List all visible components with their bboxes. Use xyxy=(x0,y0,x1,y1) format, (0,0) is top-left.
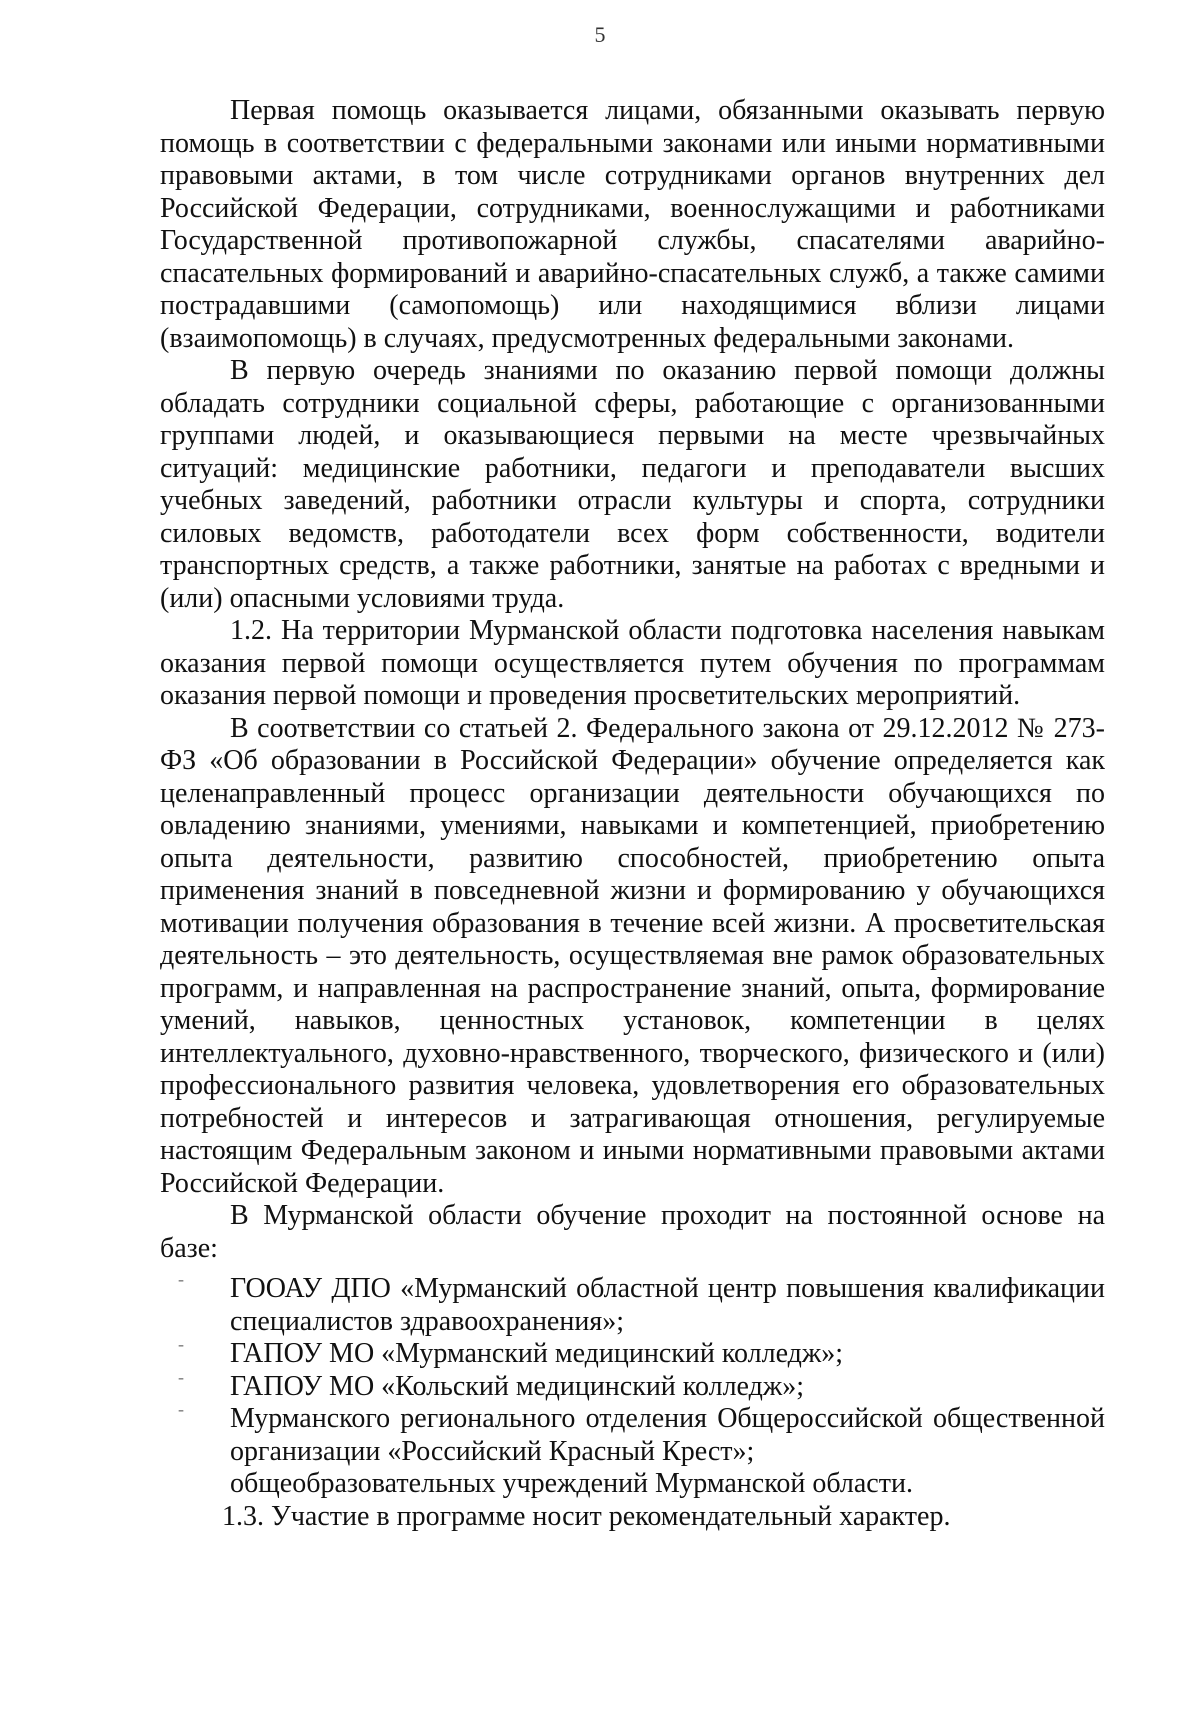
list-item: - ГООАУ ДПО «Мурманский областной центр повышения квалификации специалистов здравоохранения»; xyxy=(160,1273,1105,1338)
list-item: общеобразовательных учреждений Мурманской области. xyxy=(230,1468,913,1499)
paragraph-training-basis: В Мурманской области обучение проходит на постоянной основе на базе: xyxy=(160,1200,1105,1264)
list-item: - ГАПОУ МО «Мурманский медицинский колледж»; xyxy=(160,1338,1105,1371)
paragraph-section-1-2: 1.2. На территории Мурманской области подготовка населения навыкам оказания первой помощи осуществляется путем обучения по программам оказания первой помощи и проведения просветительских мероприятий. xyxy=(160,615,1105,711)
training-organizations-list xyxy=(160,1273,1105,1501)
paragraph-priority-knowledge: В первую очередь знаниями по оказанию первой помощи должны обладать сотрудники социальной сферы, работающие с организованными группами людей, и оказывающиеся первыми на месте чрезвычайных ситуаций: медицинские работники, педагоги и преподаватели высших учебных заведений, работники отрасли культуры и спорта, сотрудники силовых ведомств, работодатели всех форм собственности, водители транспортных средств, а также работники, занятые на работах с вредными и (или) опасными условиями труда. xyxy=(160,355,1105,614)
paragraph-federal-law-definition: В соответствии со статьей 2. Федерального закона от 29.12.2012 № 273-ФЗ «Об образовании в Российской Федерации» обучение определяется как целенаправленный процесс организации деятельности обучающихся по овладению знаниями, умениями, навыками и компетенцией, приобретению опыта деятельности, развитию способностей, приобретению опыта применения знаний в повседневной жизни и формированию у обучающихся мотивации получения образования в течение всей жизни. А просветительская деятельность – это деятельность, осуществляемая вне рамок образовательных программ, и направленная на распространение знаний, опыта, формирование умений, навыков, ценностных установок, компетенции в целях интеллектуального, духовно-нравственного, творческого, физического и (или) профессионального развития человека, удовлетворения его образовательных потребностей и интересов и затрагивающая отношения, регулируемые настоящим Федеральным законом и иными нормативными правовыми актами Российской Федерации. xyxy=(160,712,1105,1199)
paragraph-section-1-3: 1.3. Участие в программе носит рекомендательный характер. xyxy=(222,1500,951,1532)
page-number: 5 xyxy=(594,22,606,47)
list-item: - Мурманского регионального отделения Общероссийской общественной организации «Российский Красный Крест»; xyxy=(160,1403,1105,1468)
document-body xyxy=(160,95,1105,1533)
paragraph-first-aid-providers: Первая помощь оказывается лицами, обязанными оказывать первую помощь в соответствии с федеральными законами или иными нормативными правовыми актами, в том числе сотрудниками органов внутренних дел Российской Федерации, сотрудниками, военнослужащими и работниками Государственной противопожарной службы, спасателями аварийно-спасательных формирований и аварийно-спасательных служб, а также самими пострадавшими (самопомощь) или находящимися вблизи лицами (взаимопомощь) в случаях, предусмотренных федеральными законами. xyxy=(160,95,1105,354)
list-item: - ГАПОУ МО «Кольский медицинский колледж»; xyxy=(160,1371,1105,1404)
